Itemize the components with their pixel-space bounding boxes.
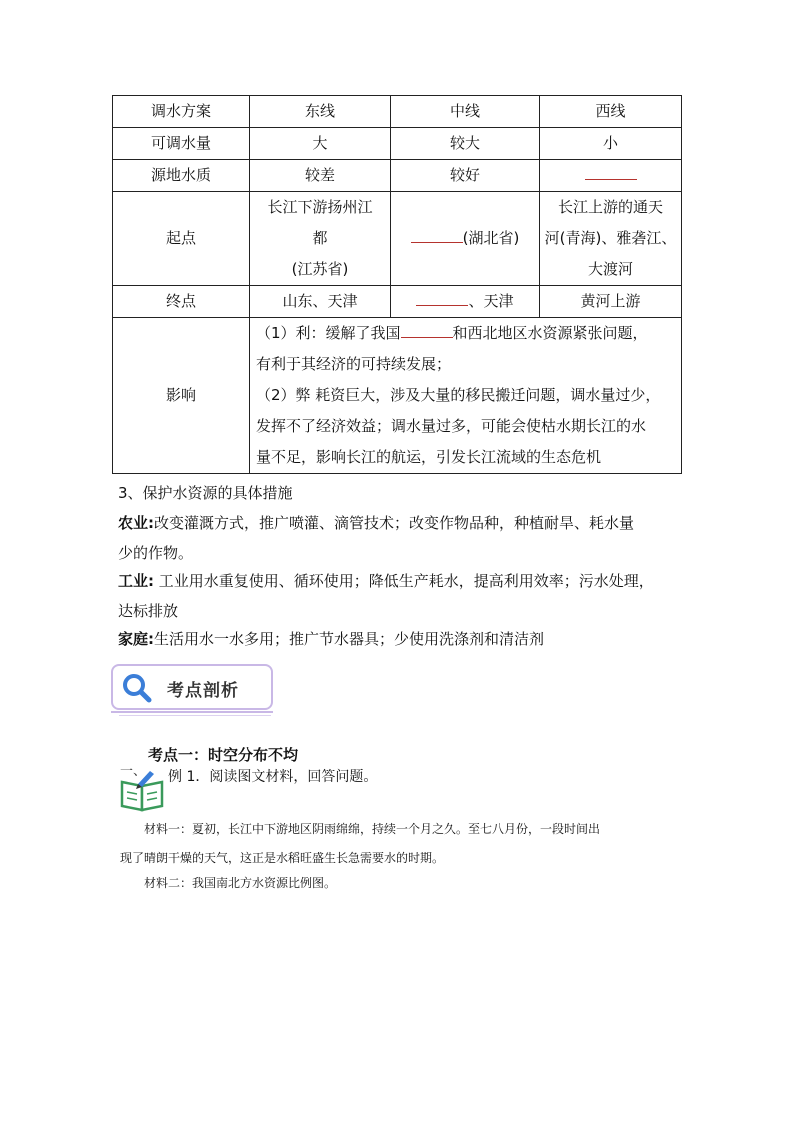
cell-line: 河(青海)、雅砻江、 [544, 229, 677, 247]
table-cell [391, 286, 540, 318]
material-line: 现了晴朗干燥的天气，这正是水稻旺盛生长急需要水的时期。 [120, 851, 445, 865]
table-cell: 源地水质 [113, 160, 250, 192]
magnifier-icon [119, 670, 155, 704]
cell-line: 长江下游扬州江 [267, 198, 373, 216]
fill-blank [416, 287, 468, 306]
book-pencil-icon [118, 768, 168, 812]
measures-heading: 3、保护水资源的具体措施 [118, 484, 293, 502]
table-cell: 终点 [113, 286, 250, 318]
cell-line: （2）弊 耗资巨大，涉及大量的移民搬迁问题，调水量过少， [256, 386, 661, 404]
badge-title: 考点剖析 [167, 681, 239, 701]
cell-text: （1）利：缓解了我国 [256, 324, 401, 342]
table-cell: 黄河上游 [540, 286, 682, 318]
measure-text: 改变灌溉方式，推广喷灌、滴管技术；改变作物品种，种植耐旱、耗水量 [154, 514, 635, 532]
table-cell: 起点 [113, 192, 250, 286]
cell-line: 量不足，影响长江的航运，引发长江流域的生态危机 [256, 448, 602, 466]
cell-line: 发挥不了经济效益；调水量过多，可能会使枯水期长江的水 [256, 417, 647, 435]
measure-household [118, 624, 678, 654]
material-two: 材料二：我国南北方水资源比例图。 [144, 876, 337, 890]
table-row-quality [113, 160, 682, 192]
point-title: 考点一：时空分布不均 [148, 746, 299, 764]
table-cell: 可调水量 [113, 128, 250, 160]
cell-line: 都 [312, 229, 328, 247]
table-header-row [113, 96, 682, 128]
fill-blank [585, 161, 637, 180]
table-cell: 东线 [250, 96, 391, 128]
cell-line: 长江上游的通天 [557, 198, 663, 216]
section-badge [105, 662, 273, 714]
measure-label: 工业: [118, 572, 154, 590]
measure-text: 达标排放 [118, 602, 179, 620]
fill-blank [401, 319, 453, 338]
table-row-volume [113, 128, 682, 160]
measure-label: 家庭: [118, 630, 154, 648]
table-cell: 山东、天津 [250, 286, 391, 318]
table-cell-impact [250, 318, 682, 474]
badge-underline [111, 711, 273, 713]
table-cell [540, 160, 682, 192]
table-cell: 较大 [391, 128, 540, 160]
fill-blank [411, 224, 463, 243]
water-diversion-table [112, 95, 682, 474]
table-cell [250, 192, 391, 286]
table-cell [391, 192, 540, 286]
cell-line: (江苏省) [291, 260, 349, 278]
cell-line: 有利于其经济的可持续发展； [256, 355, 452, 373]
measure-text: 少的作物。 [118, 544, 194, 562]
table-cell: 小 [540, 128, 682, 160]
table-row-end [113, 286, 682, 318]
table-cell: 西线 [540, 96, 682, 128]
example-title: 例 1．阅读图文材料，回答问题。 [168, 769, 378, 785]
measure-text: 生活用水一水多用；推广节水器具；少使用洗涤剂和清洁剂 [154, 630, 545, 648]
measure-agriculture [118, 508, 678, 568]
table-cell: 较好 [391, 160, 540, 192]
badge-underline-thin [119, 715, 271, 716]
cell-line [256, 318, 675, 349]
table-cell: 中线 [391, 96, 540, 128]
cell-text: (湖北省) [462, 229, 520, 247]
table-cell [540, 192, 682, 286]
table-cell: 较差 [250, 160, 391, 192]
material-line: 材料一：夏初，长江中下游地区阴雨绵绵，持续一个月之久。至七八月份，一段时间出 [144, 822, 601, 836]
table-row-start [113, 192, 682, 286]
measure-label: 农业: [118, 514, 154, 532]
table-row-impact [113, 318, 682, 474]
material-one [120, 815, 685, 873]
table-cell: 调水方案 [113, 96, 250, 128]
table-cell: 大 [250, 128, 391, 160]
cell-line: 大渡河 [587, 260, 633, 278]
measure-text: 工业用水重复使用、循环使用；降低生产耗水，提高利用效率；污水处理， [154, 572, 654, 590]
table-cell: 影响 [113, 318, 250, 474]
cell-text: 、天津 [468, 292, 514, 310]
section-number: 一、 [120, 764, 147, 779]
measure-industry [118, 566, 678, 626]
cell-text: 和西北地区水资源紧张问题， [452, 324, 648, 342]
